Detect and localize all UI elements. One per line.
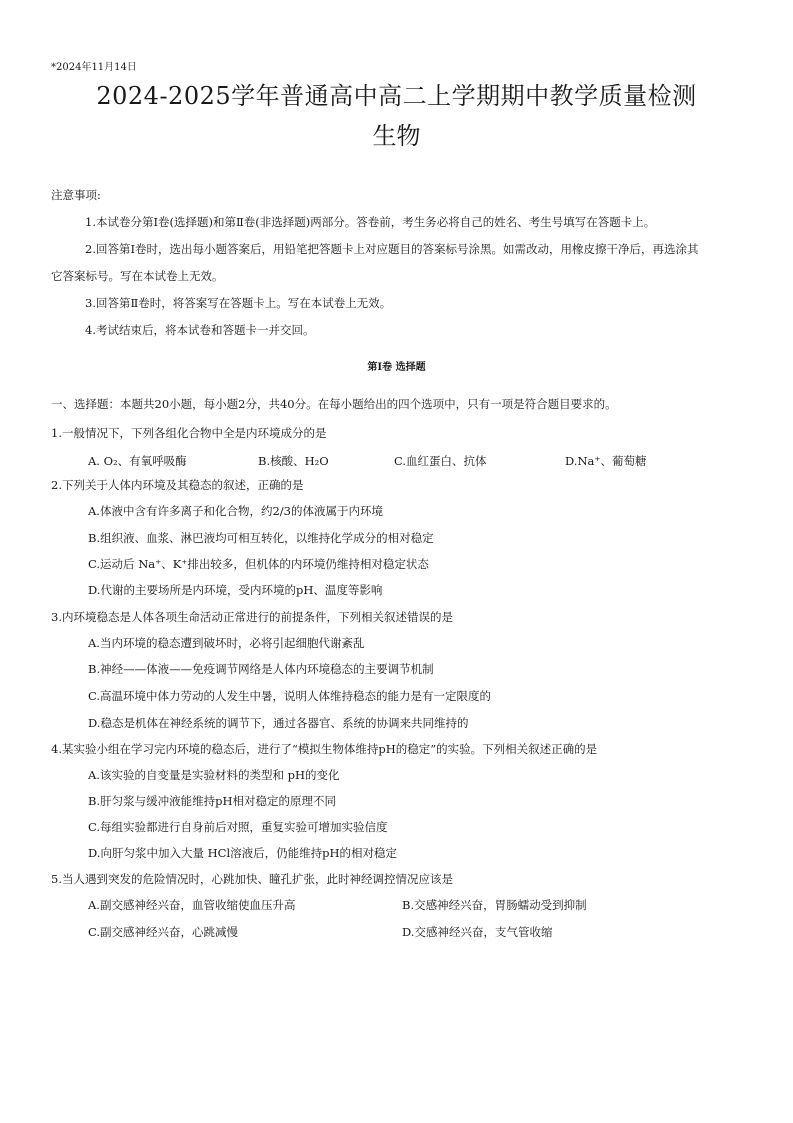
notice-item: 1.本试卷分第Ⅰ卷(选择题)和第Ⅱ卷(非选择题)两部分。答卷前，考生务必将自己的姓名、考生号填写在答题卡上。 [85,215,656,229]
option-d: D.向肝匀浆中加入大量 HCl溶液后，仍能维持pH的相对稳定 [88,846,398,860]
subject-title: 生物 [372,122,421,150]
date-stamp: *2024年11月14日 [51,62,137,73]
option-c: C.每组实验都进行自身前后对照，重复实验可增加实验信度 [88,820,388,834]
option-c: C.高温环境中体力劳动的人发生中暑，说明人体维持稳态的能力是有一定限度的 [88,689,492,703]
option-a: A. O₂、有氧呼吸酶 [88,454,187,468]
notice-heading: 注意事项: [51,188,101,202]
question-stem: 2.下列关于人体内环境及其稳态的叙述，正确的是 [51,478,304,492]
option-d: D.稳态是机体在神经系统的调节下，通过各器官、系统的协调来共同维持的 [88,716,469,730]
notice-block [51,182,751,344]
option-a: A.该实验的自变量是实验材料的类型和 pH的变化 [88,768,340,782]
option-b: B.交感神经兴奋，胃肠蠕动受到抑制 [402,898,587,912]
option-b: B.核酸、H₂O [258,454,329,468]
option-d: D.代谢的主要场所是内环境，受内环境的pH、温度等影响 [88,583,383,597]
option-b: B.肝匀浆与缓冲液能维持pH相对稳定的原理不同 [88,794,336,808]
notice-item: 4.考试结束后，将本试卷和答题卡一并交回。 [85,323,315,337]
option-a: A.体液中含有许多离子和化合物，约2/3的体液属于内环境 [88,504,383,518]
notice-item-continued: 它答案标号。写在本试卷上无效。 [51,269,224,283]
question-stem: 1.一般情况下，下列各组化合物中全是内环境成分的是 [51,426,327,440]
option-c: C.副交感神经兴奋，心跳减慢 [88,925,239,939]
option-d: D.Na⁺、葡萄糖 [565,454,647,468]
option-b: B.神经——体液——免疫调节网络是人体内环境稳态的主要调节机制 [88,662,434,676]
option-c: C.血红蛋白、抗体 [394,454,487,468]
notice-item: 3.回答第Ⅱ卷时，将答案写在答题卡上。写在本试卷上无效。 [85,296,392,310]
question-stem: 5.当人遇到突发的危险情况时，心跳加快、瞳孔扩张，此时神经调控情况应该是 [51,872,453,886]
section-instructions: 一、选择题：本题共20小题，每小题2分，共40分。在每小题给出的四个选项中，只有一项是符合题目要求的。 [51,397,617,411]
option-d: D.交感神经兴奋，支气管收缩 [402,925,553,939]
question-stem: 3.内环境稳态是人体各项生命活动正常进行的前提条件，下列相关叙述错误的是 [51,610,453,624]
option-a: A.副交感神经兴奋，血管收缩使血压升高 [88,898,296,912]
option-b: B.组织液、血浆、淋巴液均可相互转化，以维持化学成分的相对稳定 [88,531,434,545]
exam-title: 2024-2025学年普通高中高二上学期期中教学质量检测 [96,82,697,110]
option-a: A.当内环境的稳态遭到破坏时，必将引起细胞代谢紊乱 [88,636,365,650]
question-stem: 4.某实验小组在学习完内环境的稳态后，进行了“模拟生物体维持pH的稳定”的实验。下列相关叙述正确的是 [51,742,598,756]
notice-item: 2.回答第Ⅰ卷时，选出每小题答案后，用铅笔把答题卡上对应题目的答案标号涂黑。如需改动，用橡皮擦干净后，再选涂其 [85,242,699,256]
section-title: 第Ⅰ卷 选择题 [367,362,426,373]
option-c: C.运动后 Na⁺、K⁺排出较多，但机体的内环境仍维持相对稳定状态 [88,557,429,571]
